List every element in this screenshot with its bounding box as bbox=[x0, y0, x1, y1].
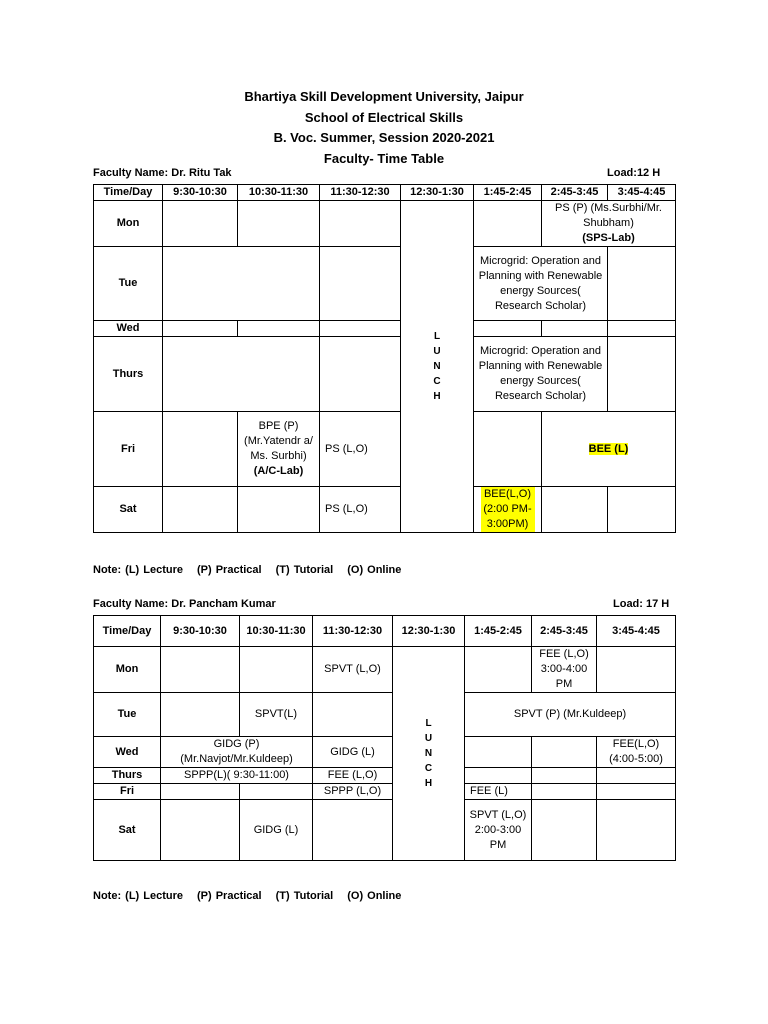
table-row bbox=[94, 201, 676, 247]
table-row bbox=[94, 647, 676, 693]
empty-cell bbox=[474, 412, 542, 487]
empty-cell bbox=[532, 784, 597, 800]
class-cell: FEE (L) bbox=[465, 784, 532, 800]
header-cell: 2:45-3:45 bbox=[532, 616, 597, 647]
table-row bbox=[94, 737, 676, 768]
table-row bbox=[94, 800, 676, 861]
header-cell: Time/Day bbox=[94, 616, 161, 647]
header-cell: 12:30-1:30 bbox=[401, 185, 474, 201]
header-cell: 11:30-12:30 bbox=[320, 185, 401, 201]
table-row bbox=[94, 693, 676, 737]
header-cell: 10:30-11:30 bbox=[240, 616, 313, 647]
empty-cell bbox=[161, 784, 240, 800]
empty-cell bbox=[163, 412, 238, 487]
class-cell: BEE (L) bbox=[542, 412, 676, 487]
empty-cell bbox=[161, 693, 240, 737]
day-cell: Sat bbox=[94, 800, 161, 861]
header-cell: 9:30-10:30 bbox=[161, 616, 240, 647]
table-row bbox=[94, 412, 676, 487]
table-header-row bbox=[94, 185, 676, 201]
class-cell: SPVT(L) bbox=[240, 693, 313, 737]
class-cell: SPPP(L)( 9:30-11:00) bbox=[161, 768, 313, 784]
table-row bbox=[94, 784, 676, 800]
class-cell: SPVT (P) (Mr.Kuldeep) bbox=[465, 693, 676, 737]
class-cell: GIDG (L) bbox=[313, 737, 393, 768]
class-cell: PS (L,O) bbox=[320, 487, 401, 533]
day-cell: Tue bbox=[94, 693, 161, 737]
class-cell: BEE(L,O) (2:00 PM-3:00PM) bbox=[474, 487, 542, 533]
header-cell: 10:30-11:30 bbox=[238, 185, 320, 201]
empty-cell bbox=[465, 737, 532, 768]
timetable-2 bbox=[93, 615, 676, 861]
empty-cell bbox=[532, 800, 597, 861]
day-cell: Tue bbox=[94, 247, 163, 321]
class-cell: Microgrid: Operation and Planning with Renewable energy Sources( Research Scholar) bbox=[474, 337, 608, 412]
header-cell: 1:45-2:45 bbox=[474, 185, 542, 201]
empty-cell bbox=[240, 647, 313, 693]
empty-cell bbox=[608, 321, 676, 337]
empty-cell bbox=[597, 647, 676, 693]
class-cell: BPE (P) (Mr.Yatendr a/ Ms. Surbhi) (A/C-Lab) bbox=[238, 412, 320, 487]
empty-cell bbox=[238, 201, 320, 247]
empty-cell bbox=[163, 487, 238, 533]
day-cell: Mon bbox=[94, 647, 161, 693]
class-cell: GIDG (P) (Mr.Navjot/Mr.Kuldeep) bbox=[161, 737, 313, 768]
load-2: Load: 17 H bbox=[613, 598, 670, 610]
table-row bbox=[94, 768, 676, 784]
empty-cell bbox=[542, 487, 608, 533]
faculty-name-2: Faculty Name: Dr. Pancham Kumar bbox=[93, 598, 276, 610]
empty-cell bbox=[238, 321, 320, 337]
header-cell: 11:30-12:30 bbox=[313, 616, 393, 647]
day-cell: Fri bbox=[94, 412, 163, 487]
empty-cell bbox=[474, 321, 542, 337]
empty-cell bbox=[313, 800, 393, 861]
timetable-1 bbox=[93, 184, 676, 533]
class-cell: SPVT (L,O) 2:00-3:00 PM bbox=[465, 800, 532, 861]
note-legend-1: Note: (L) Lecture (P) Practical (T) Tutorial (O) Online bbox=[93, 564, 402, 576]
day-cell: Wed bbox=[94, 321, 163, 337]
header-cell: Time/Day bbox=[94, 185, 163, 201]
day-cell: Sat bbox=[94, 487, 163, 533]
header-cell: 2:45-3:45 bbox=[542, 185, 608, 201]
table-row bbox=[94, 321, 676, 337]
empty-cell bbox=[163, 201, 238, 247]
university-title: Bhartiya Skill Development University, Jaipur bbox=[244, 89, 524, 104]
empty-cell bbox=[608, 337, 676, 412]
empty-cell bbox=[320, 247, 401, 321]
empty-cell bbox=[240, 784, 313, 800]
day-cell: Mon bbox=[94, 201, 163, 247]
table-row bbox=[94, 337, 676, 412]
empty-cell bbox=[238, 487, 320, 533]
empty-cell bbox=[608, 247, 676, 321]
empty-cell bbox=[161, 647, 240, 693]
day-cell: Wed bbox=[94, 737, 161, 768]
header-cell: 12:30-1:30 bbox=[393, 616, 465, 647]
empty-cell bbox=[161, 800, 240, 861]
page-title: Faculty- Time Table bbox=[323, 151, 445, 166]
empty-cell bbox=[320, 321, 401, 337]
table-row bbox=[94, 247, 676, 321]
day-cell: Fri bbox=[94, 784, 161, 800]
class-cell: FEE (L,O) bbox=[313, 768, 393, 784]
empty-cell bbox=[465, 768, 532, 784]
faculty-name-1: Faculty Name: Dr. Ritu Tak bbox=[93, 167, 232, 179]
class-cell: Microgrid: Operation and Planning with Renewable energy Sources( Research Scholar) bbox=[474, 247, 608, 321]
class-cell: SPPP (L,O) bbox=[313, 784, 393, 800]
empty-cell bbox=[597, 784, 676, 800]
empty-cell bbox=[320, 201, 401, 247]
day-cell: Thurs bbox=[94, 337, 163, 412]
header-cell: 3:45-4:45 bbox=[597, 616, 676, 647]
day-cell: Thurs bbox=[94, 768, 161, 784]
load-1: Load:12 H bbox=[607, 167, 661, 179]
empty-cell bbox=[597, 800, 676, 861]
empty-cell bbox=[465, 647, 532, 693]
empty-cell bbox=[163, 337, 320, 412]
empty-cell bbox=[608, 487, 676, 533]
header-cell: 1:45-2:45 bbox=[465, 616, 532, 647]
empty-cell bbox=[320, 337, 401, 412]
empty-cell bbox=[313, 693, 393, 737]
header-cell: 9:30-10:30 bbox=[163, 185, 238, 201]
class-cell: FEE(L,O) (4:00-5:00) bbox=[597, 737, 676, 768]
class-cell: SPVT (L,O) bbox=[313, 647, 393, 693]
empty-cell bbox=[532, 768, 597, 784]
class-cell: PS (P) (Ms.Surbhi/Mr. Shubham) (SPS-Lab) bbox=[542, 201, 676, 247]
lunch-cell: L U N C H bbox=[393, 647, 465, 861]
header-cell: 3:45-4:45 bbox=[608, 185, 676, 201]
empty-cell bbox=[163, 247, 320, 321]
class-cell: FEE (L,O) 3:00-4:00 PM bbox=[532, 647, 597, 693]
table-header-row bbox=[94, 616, 676, 647]
empty-cell bbox=[532, 737, 597, 768]
lunch-cell: L U N C H bbox=[401, 201, 474, 533]
empty-cell bbox=[474, 201, 542, 247]
class-cell: GIDG (L) bbox=[240, 800, 313, 861]
empty-cell bbox=[163, 321, 238, 337]
table-row bbox=[94, 487, 676, 533]
session-title: B. Voc. Summer, Session 2020-2021 bbox=[273, 130, 495, 145]
school-title: School of Electrical Skills bbox=[304, 110, 464, 125]
class-cell: PS (L,O) bbox=[320, 412, 401, 487]
empty-cell bbox=[542, 321, 608, 337]
empty-cell bbox=[597, 768, 676, 784]
note-legend-2: Note: (L) Lecture (P) Practical (T) Tutorial (O) Online bbox=[93, 890, 402, 902]
